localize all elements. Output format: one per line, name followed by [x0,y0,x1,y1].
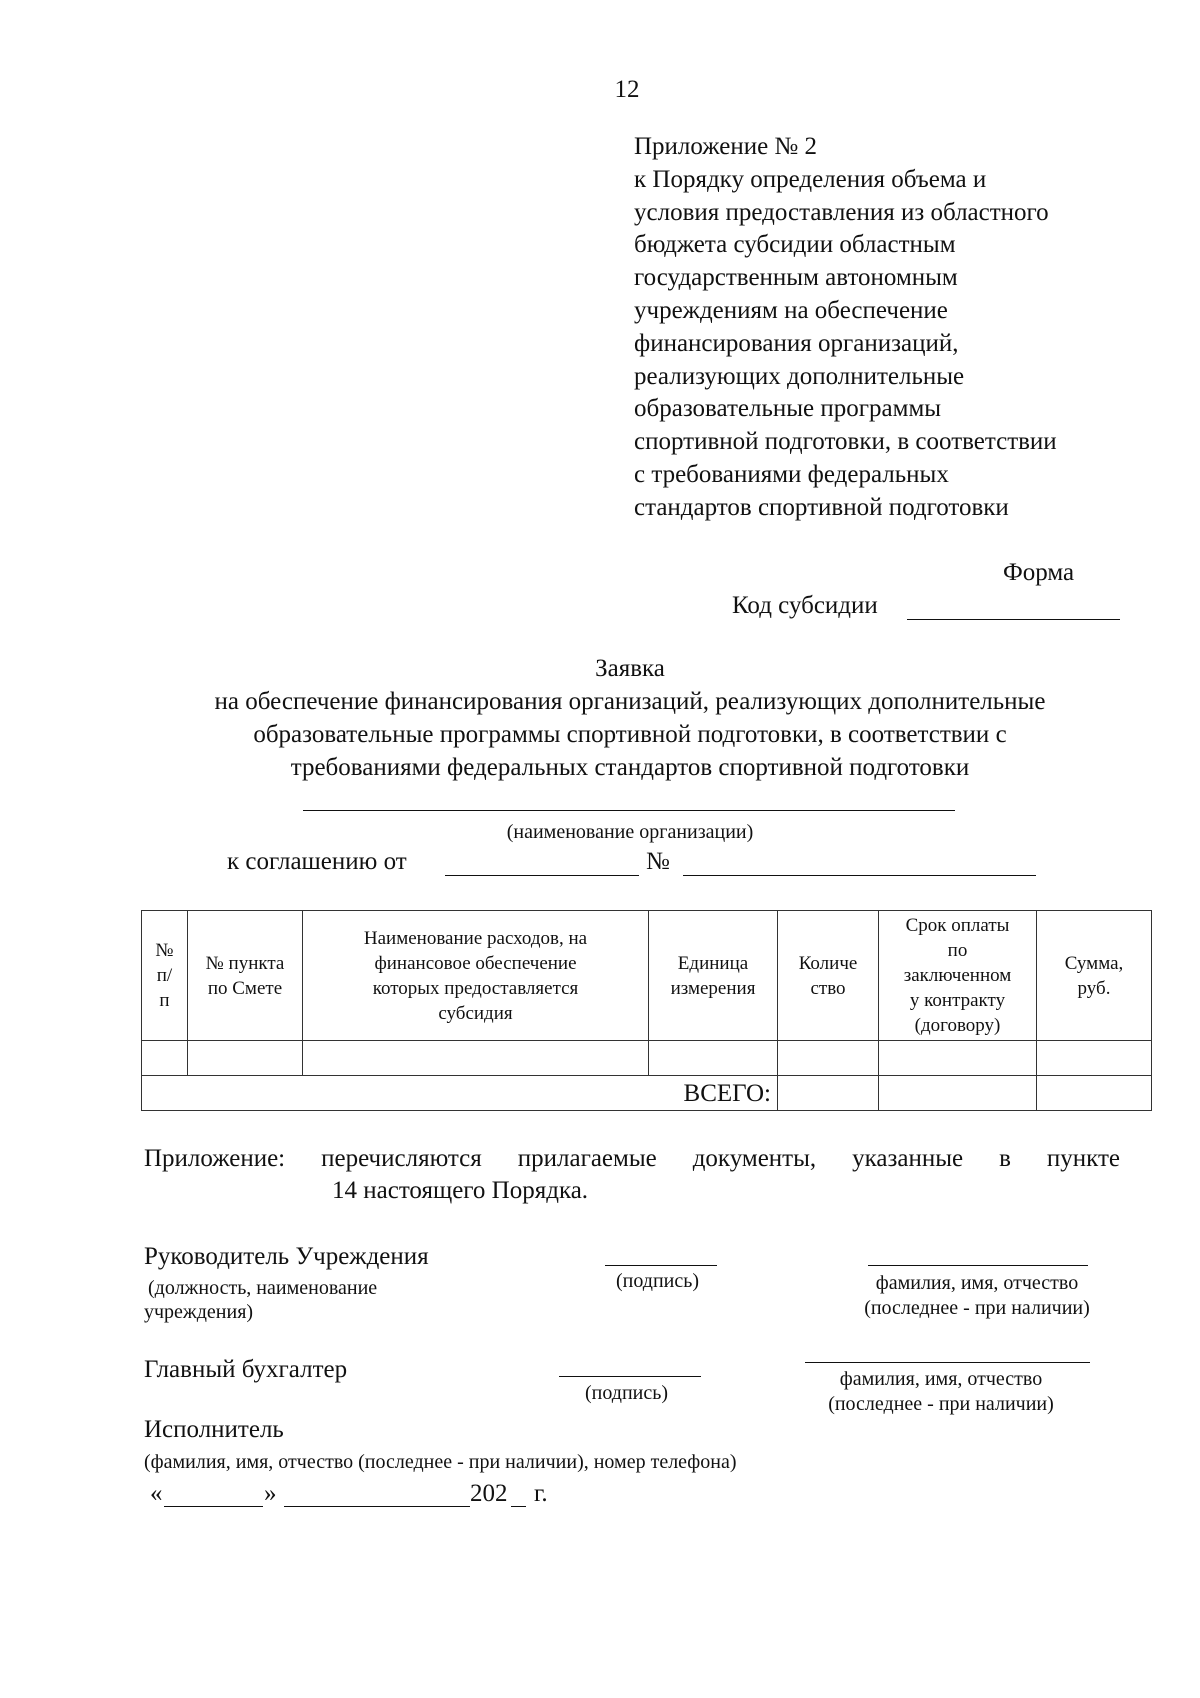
appendix-line: Приложение № 2 [634,133,818,160]
column-header: Количе ство [778,911,879,1041]
agreement-number-field[interactable] [683,875,1036,876]
attachment-label: Приложение: [144,1145,286,1172]
table-cell[interactable] [649,1041,778,1076]
expenses-table [141,910,1152,1111]
executor-caption: (фамилия, имя, отчество (последнее - при наличии), номер телефона) [144,1451,737,1473]
head-name-field[interactable] [868,1265,1088,1266]
attachment-note-line: 14 настоящего Порядка. [332,1177,589,1204]
accountant-signature-field[interactable] [559,1376,701,1377]
page-number: 12 [614,76,640,103]
column-header: Срок оплаты по заключенном у контракту (договору) [879,911,1037,1041]
attachment-note-line [144,1145,1120,1173]
table-cell[interactable] [778,1041,879,1076]
appendix-line: с требованиями федеральных [634,460,949,488]
subsidy-code-label: Код субсидии [732,592,878,619]
head-caption: (должность, наименование [148,1277,378,1299]
column-header: № п/ п [142,911,188,1041]
date-year-prefix: 202 [470,1480,508,1507]
date-year-suffix: г. [534,1480,548,1507]
appendix-reference [634,131,1057,525]
agreement-date-field[interactable] [445,875,639,876]
signature-caption: (подпись) [616,1270,700,1292]
appendix-line: к Порядку определения объема и [634,165,987,193]
form-label: Форма [1003,559,1075,586]
org-name-caption: (наименование организации) [506,821,754,843]
document-heading: Заявка [595,655,665,682]
total-term-cell[interactable] [879,1076,1037,1111]
agreement-label: к соглашению от [227,848,407,875]
document-title-line: требованиями федеральных стандартов спортивной подготовки [290,754,970,781]
table-cell[interactable] [142,1041,188,1076]
date-close-quote: » [264,1480,277,1507]
attachment-note [144,1145,1120,1205]
appendix-line: бюджета субсидии областным [634,231,956,259]
document-title-line: на обеспечение финансирования организаций, реализующих дополнительные [214,688,1046,715]
attachment-word: прилагаемые [517,1145,657,1172]
document-title-line: образовательные программы спортивной подготовки, в соответствии с [253,721,1007,748]
table-cell[interactable] [303,1041,649,1076]
accountant-title: Главный бухгалтер [144,1356,348,1383]
name-caption: фамилия, имя, отчество [839,1368,1043,1390]
date-month-field[interactable] [284,1506,470,1507]
appendix-line: реализующих дополнительные [634,362,965,390]
attachment-word: указанные [852,1145,964,1172]
table-cell[interactable] [1037,1041,1152,1076]
table-cell[interactable] [879,1041,1037,1076]
column-header: Наименование расходов, на финансовое обеспечение которых предоставляется субсидия [303,911,649,1041]
org-name-field[interactable] [303,810,955,811]
attachment-word: документы, [692,1145,817,1172]
name-caption: фамилия, имя, отчество [875,1272,1079,1294]
appendix-line: спортивной подготовки, в соответствии [634,428,1057,456]
appendix-line: стандартов спортивной подготовки [634,493,1009,521]
attachment-word: пункте [1046,1145,1120,1172]
table-header-row [142,911,1152,1041]
total-quantity-cell[interactable] [778,1076,879,1111]
name-caption: (последнее - при наличии) [864,1297,1090,1319]
head-signature-field[interactable] [605,1265,717,1266]
date-year-field[interactable] [511,1506,526,1507]
table-cell[interactable] [188,1041,303,1076]
head-title: Руководитель Учреждения [144,1243,429,1270]
signature-caption: (подпись) [585,1382,669,1404]
accountant-name-field[interactable] [805,1362,1090,1363]
appendix-line: финансирования организаций, [634,329,959,357]
column-header: Сумма, руб. [1037,911,1152,1041]
date-open-quote: « [150,1480,163,1507]
subsidy-code-field[interactable] [907,619,1120,620]
total-sum-cell[interactable] [1037,1076,1152,1111]
name-caption: (последнее - при наличии) [828,1393,1054,1415]
appendix-line: учреждениям на обеспечение [634,296,948,324]
total-label: ВСЕГО: [142,1076,778,1111]
head-caption: учреждения) [144,1301,254,1323]
appendix-line: условия предоставления из областного [634,198,1049,226]
appendix-line: образовательные программы [634,395,942,423]
attachment-word: перечисляются [321,1145,482,1172]
table-row [142,1041,1152,1076]
column-header: № пункта по Смете [188,911,303,1041]
table-total-row [142,1076,1152,1111]
executor-title: Исполнитель [144,1416,284,1443]
agreement-number-sign: № [646,848,670,875]
appendix-line: государственным автономным [634,264,958,292]
date-day-field[interactable] [164,1506,263,1507]
attachment-word: в [999,1145,1011,1172]
column-header: Единица измерения [649,911,778,1041]
